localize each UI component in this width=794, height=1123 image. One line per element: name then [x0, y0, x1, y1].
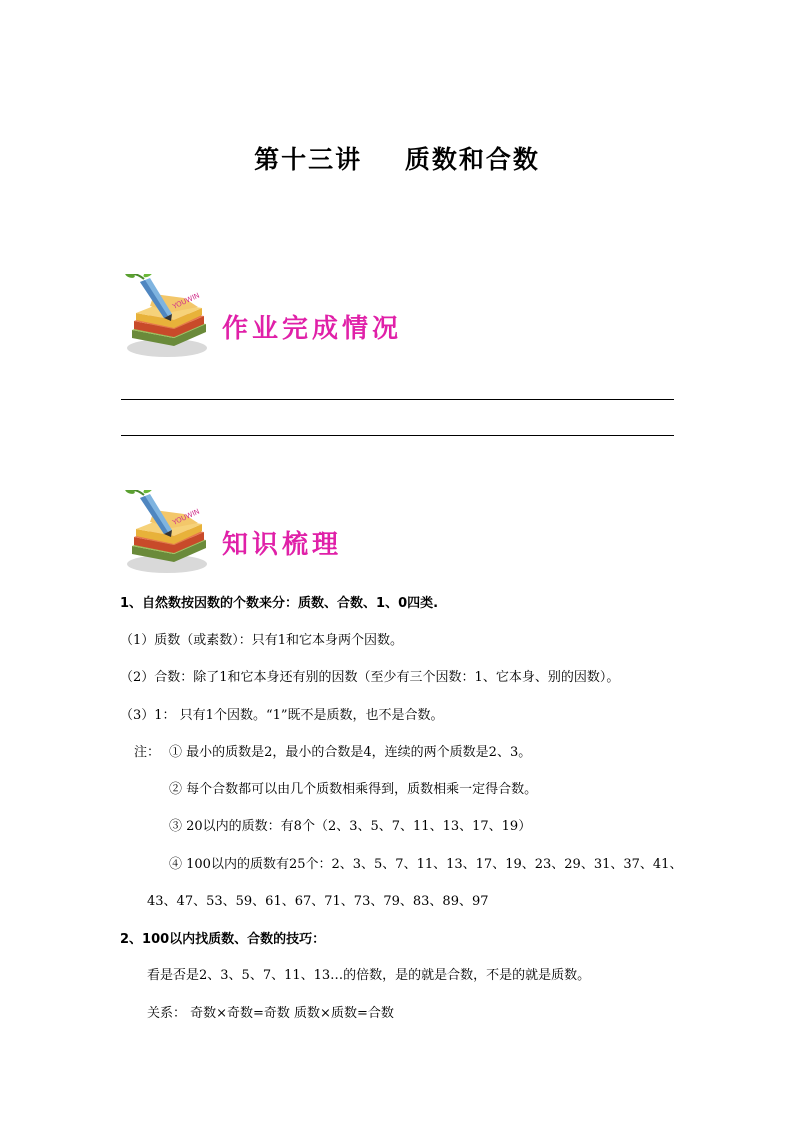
item-one: （3）1： 只有1个因数。“1”既不是质数，也不是合数。	[120, 708, 444, 723]
item-prime: （1）质数（或素数）：只有1和它本身两个因数。	[120, 633, 404, 648]
section-title-knowledge: 知识梳理	[222, 530, 343, 560]
book-pencil-icon	[124, 274, 210, 360]
note-4: ④ 100以内的质数有25个：2、3、5、7、11、13、17、19、23、29、31、37、41、	[169, 857, 683, 872]
note-4-continued: 43、47、53、59、61、67、71、73、79、83、89、97	[147, 894, 489, 909]
technique-tip: 看是否是2、3、5、7、11、13…的倍数，是的就是合数，不是的就是质数。	[147, 968, 591, 983]
note-3: ③ 20以内的质数：有8个（2、3、5、7、11、13、17、19）	[169, 819, 532, 834]
heading-technique: 2、100以内找质数、合数的技巧：	[120, 932, 326, 947]
book-pencil-icon	[124, 490, 210, 576]
writing-line	[121, 399, 674, 400]
note-1: ① 最小的质数是2，最小的合数是4，连续的两个质数是2、3。	[169, 745, 532, 760]
relation-line: 关系： 奇数×奇数=奇数 质数×质数=合数	[147, 1006, 394, 1021]
note-label: 注：	[134, 745, 161, 760]
item-composite: （2）合数：除了1和它本身还有别的因数（至少有三个因数：1、它本身、别的因数）。	[120, 670, 620, 685]
note-2: ② 每个合数都可以由几个质数相乘得到，质数相乘一定得合数。	[169, 782, 538, 797]
section-title-homework: 作业完成情况	[222, 314, 403, 344]
heading-classification: 1、自然数按因数的个数来分：质数、合数、1、0四类.	[120, 596, 439, 611]
page-title: 第十三讲 质数和合数	[254, 145, 540, 174]
writing-line	[121, 435, 674, 436]
